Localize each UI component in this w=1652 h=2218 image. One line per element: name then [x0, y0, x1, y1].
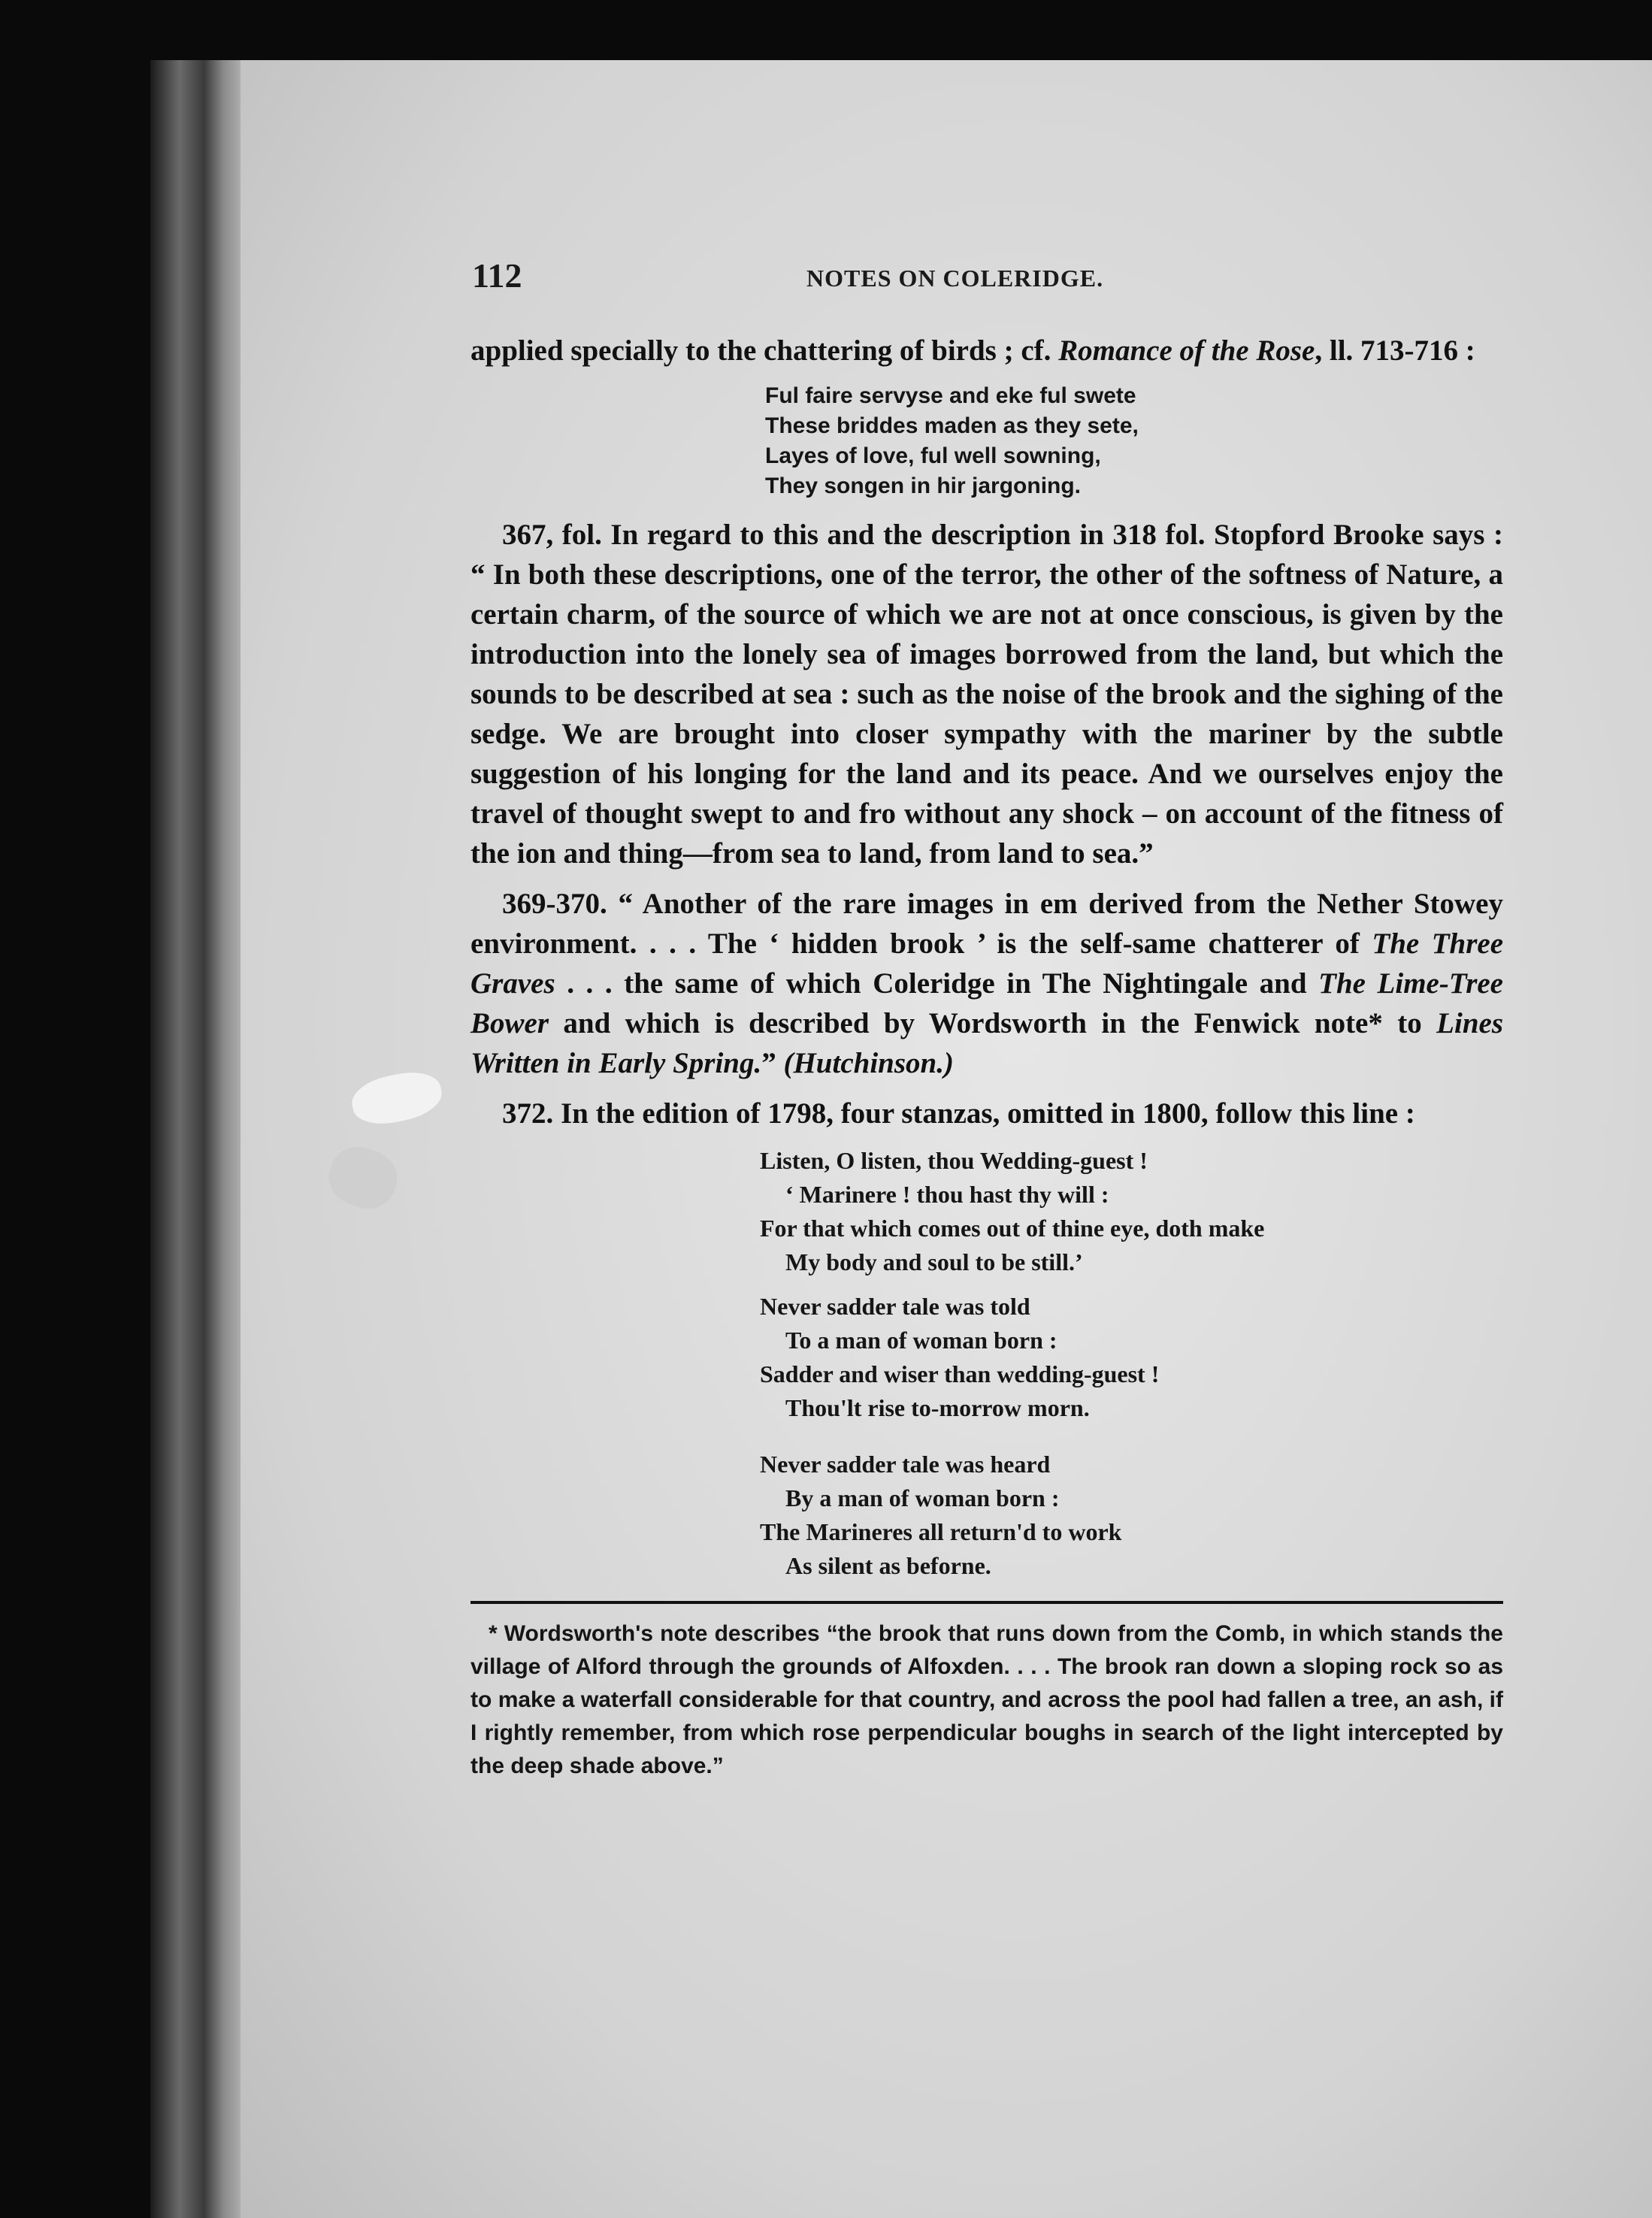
work-title: The Lime-Tree Bower	[470, 967, 1503, 1039]
verse-line: The Marineres all return'd to work	[760, 1518, 1122, 1545]
verse-line: Ful faire servyse and eke ful swete	[765, 383, 1136, 408]
verse-line: Thou'lt rise to-morrow morn.	[785, 1394, 1090, 1421]
verse-line: My body and soul to be still.’	[785, 1248, 1083, 1275]
attribution: (Hutchinson.)	[783, 1047, 954, 1079]
verse-line: To a man of woman born :	[785, 1327, 1057, 1354]
verse-line: As silent as beforne.	[785, 1552, 991, 1579]
verse-line: ‘ Marinere ! thou hast thy will :	[785, 1181, 1109, 1208]
verse-quotation-stanzas	[760, 1144, 1503, 1583]
verse-quotation-rose	[765, 381, 1503, 501]
stanza	[760, 1144, 1503, 1279]
footnote: * Wordsworth's note describes “the brook that runs down from the Comb, in which stands the village of Alford through the grounds of Alfoxden. . . . The brook ran down a sloping rock so as to make a waterfall considerable for that country, and across the pool had fallen a tree, an ash, if I rightly remember, from which rose perpendicular boughs in search of the light intercepted by the deep shade above.”	[470, 1621, 1503, 1778]
book-title: Romance of the Rose	[1058, 334, 1315, 367]
running-head: NOTES ON COLERIDGE.	[806, 265, 1104, 292]
note-369-370: 369-370. “ Another of the rare images in em derived from the Nether Stowey environment. . . . The ‘ hidden brook ’ is the self-same chatterer of The Three Graves . . . the same of which Coleridge in The Nightingale and The Lime-Tree Bower and which is described by Wordsworth in the Fenwick note* to Lines Written in Early Spring.” (Hutchinson.)	[470, 888, 1504, 1079]
note-367: 367, fol. In regard to this and the description in 318 fol. Stopford Brooke says : “ In both these descriptions, one of the terror, the other of the softness of Nature, a certain charm, of the source of which we are not at once conscious, is given by the introduction into the lonely sea of images borrowed from the land, but which the sounds to be described at sea : such as the noise of the brook and the sighing of the sedge. We are brought into closer sympathy with the mariner by the subtle suggestion of his longing for the land and its peace. And we ourselves enjoy the travel of thought swept to and fro without any shock – on account of the fitness of the ion and thing—from sea to land, from land to sea.”	[470, 519, 1503, 870]
verse-line: These briddes maden as they sete,	[765, 413, 1139, 438]
verse-line: They songen in hir jargoning.	[765, 474, 1082, 498]
paper-damage-spot	[321, 1139, 404, 1217]
verse-line: Layes of love, ful well sowning,	[765, 443, 1101, 468]
stanza	[760, 1448, 1503, 1583]
verse-line: By a man of woman born :	[785, 1484, 1060, 1511]
page-header	[472, 256, 1503, 301]
page-body	[470, 331, 1503, 1783]
note-372: 372. In the edition of 1798, four stanzas, omitted in 1800, follow this line :	[502, 1097, 1415, 1130]
verse-line: Never sadder tale was heard	[760, 1451, 1051, 1478]
paper-damage-spot	[348, 1066, 446, 1130]
verse-line: Sadder and wiser than wedding-guest !	[760, 1360, 1160, 1387]
work-title: Lines Written in Early Spring.	[470, 1007, 1503, 1079]
verse-line: For that which comes out of thine eye, doth make	[760, 1215, 1265, 1242]
stanza	[760, 1290, 1503, 1425]
verse-line: Listen, O listen, thou Wedding-guest !	[760, 1147, 1148, 1174]
footnote-rule	[470, 1601, 1503, 1604]
work-title: The Three Graves	[470, 927, 1504, 1000]
page-number: 112	[472, 256, 522, 295]
book-spine-edge	[150, 60, 248, 2218]
intro-paragraph: applied specially to the chattering of birds ; cf. Romance of the Rose, ll. 713-716 :	[470, 334, 1475, 367]
verse-line: Never sadder tale was told	[760, 1293, 1030, 1320]
